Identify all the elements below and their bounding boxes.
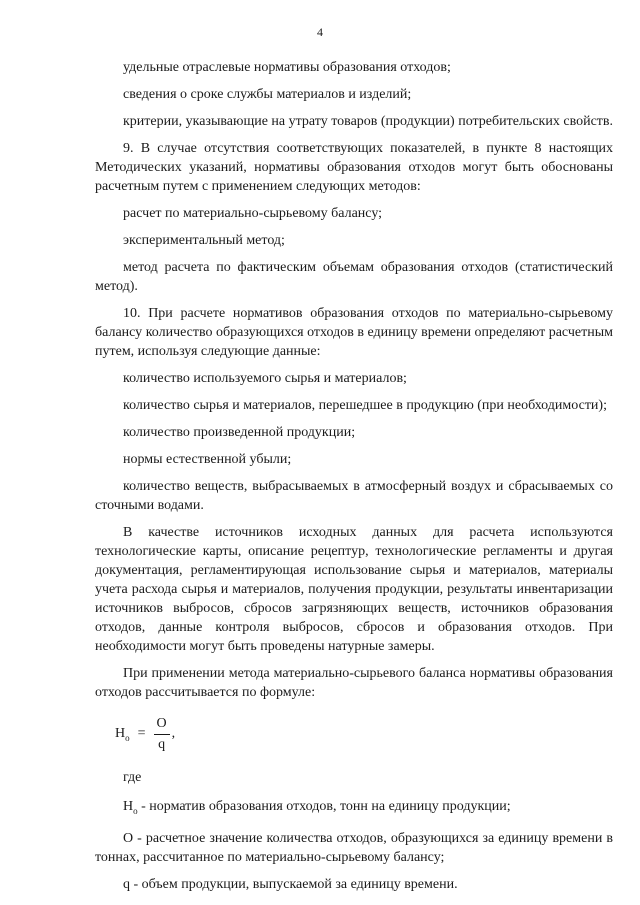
formula-denominator: q	[158, 736, 166, 752]
definition-norm	[95, 797, 613, 821]
formula-equals: =	[137, 726, 146, 741]
paragraph-service-life: сведения о сроке службы материалов и изделий;	[123, 87, 412, 102]
paragraph-transferred: количество сырья и материалов, перешедшее в продукцию (при необходимости);	[123, 398, 607, 413]
definition-waste-text: - расчетное значение количества отходов, образующихся за единицу времени в тоннах, рассчитанное по материально-сырьевому балансу;	[95, 830, 613, 865]
paragraph-material-balance: расчет по материально-сырьевому балансу;	[123, 206, 383, 221]
formula-lhs-subscript: о	[125, 732, 130, 743]
paragraph-natural-loss: нормы естественной убыли;	[123, 452, 292, 467]
formula	[115, 712, 613, 756]
formula-comma: ,	[171, 726, 176, 741]
paragraph-experimental: экспериментальный метод;	[123, 233, 285, 248]
definition-norm-text: - норматив образования отходов, тонн на единицу продукции;	[137, 799, 511, 814]
definition-waste-symbol: О	[123, 830, 134, 846]
paragraph-emissions: количество веществ, выбрасываемых в атмосферный воздух и сбрасываемых со сточными водами.	[95, 479, 613, 513]
paragraph-item-9: 9. В случае отсутствия соответствующих показателей, в пункте 8 настоящих Методических указаний, нормативы образования отходов могут быть обоснованы расчетным путем с применением следующих методов:	[95, 141, 613, 194]
definition-volume-symbol: q	[123, 876, 130, 892]
paragraph-specific-standards: удельные отраслевые нормативы образования отходов;	[123, 60, 451, 75]
definition-production-volume	[95, 875, 613, 894]
paragraph-produced: количество произведенной продукции;	[123, 425, 356, 440]
formula-lhs-symbol: Н	[115, 725, 126, 741]
formula-lhs	[115, 726, 130, 743]
paragraph-data-sources: В качестве источников исходных данных для расчета используются технологические карты, описание рецептур, технологические регламенты и другая документация, регламентирующая использование сырья и материалов, материалы учета расхода сырья и материалов, получения продукции, результаты инвентаризации источников выбросов, сбросов загрязняющих веществ, источников образования отходов, данные контроля выбросов, сбросов и образования отходов. При необходимости могут быть проведены натурные замеры.	[95, 525, 613, 654]
formula-numerator: О	[154, 715, 170, 735]
paragraph-criteria: критерии, указывающие на утрату товаров (продукции) потребительских свойств.	[123, 114, 614, 129]
definition-waste-quantity	[95, 829, 613, 867]
definition-volume-text: - объем продукции, выпускаемой за единицу времени.	[130, 876, 458, 892]
paragraph-raw-materials: количество используемого сырья и материалов;	[123, 371, 407, 386]
page-number: 4	[317, 25, 323, 39]
definition-norm-symbol: Н	[123, 799, 134, 814]
paragraph-statistical: метод расчета по фактическим объемам образования отходов (статистический метод).	[95, 260, 613, 294]
paragraph-formula-intro: При применении метода материально-сырьевого баланса нормативы образования отходов рассчитывается по формуле:	[95, 666, 613, 700]
formula-fraction	[154, 715, 170, 754]
definition-norm-subscript: о	[133, 805, 138, 816]
document-body	[95, 58, 613, 902]
where-label: где	[123, 770, 142, 785]
paragraph-item-10: 10. При расчете нормативов образования отходов по материально-сырьевому балансу количество образующихся отходов в единицу времени определяют расчетным путем, используя следующие данные:	[95, 306, 613, 359]
